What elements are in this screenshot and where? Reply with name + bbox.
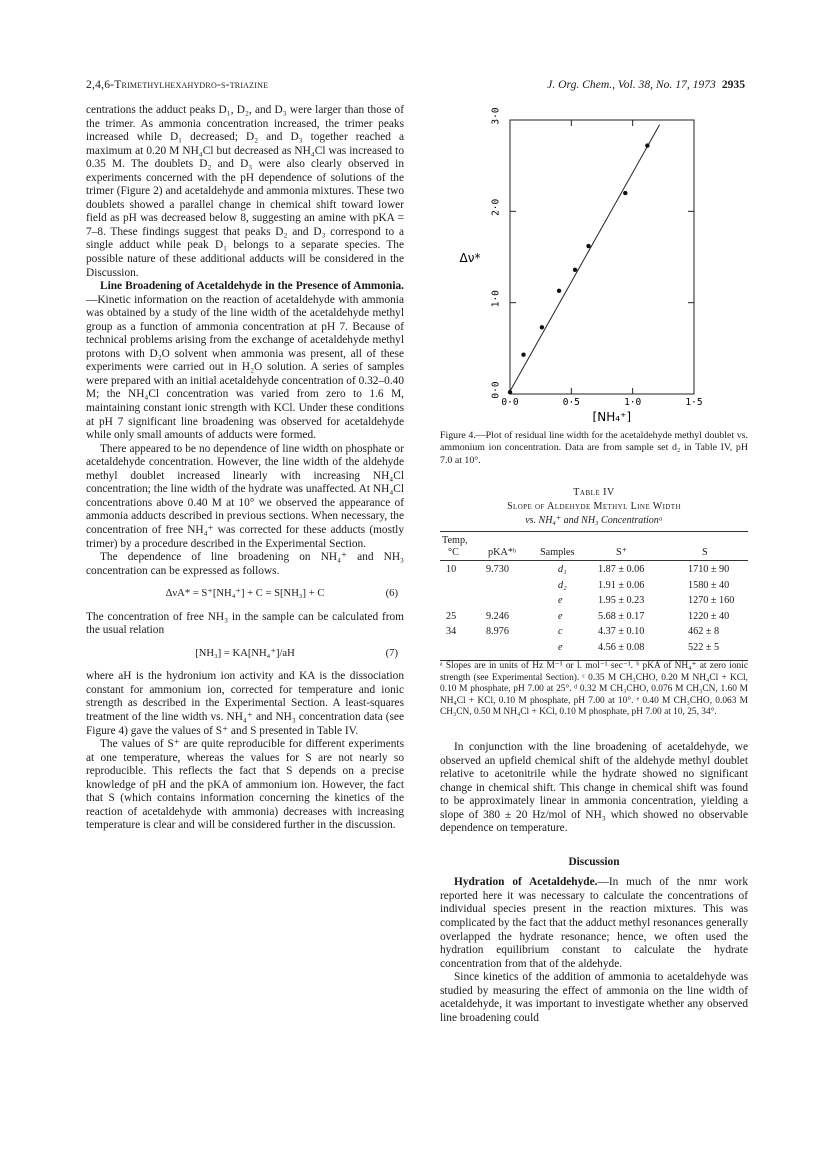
data-point [623,191,627,195]
equation-7: [NH₃] = KA[NH₄⁺]/aH (7) [195,647,398,659]
data-point [573,268,577,272]
running-header-title: 2,4,6-Trimethylhexahydro-s-triazine [86,78,269,91]
table-cell-s: 1270 ± 160 [688,595,735,607]
figure-caption: Figure 4.—Plot of residual line width for the acetaldehyde methyl doublet vs. ammonium ion concentration. Data are from sample set d₂ in Table IV, pH 7.0 at 10°. [440,430,748,466]
x-tick-label: 0·5 [562,397,580,408]
paragraph: Since kinetics of the addition of ammonia to acetaldehyde was studied by measuring the effect of ammonia on the line width of acetaldehyde, it was important to investigate whether any observed line broadening could [440,971,748,1024]
data-point [645,143,649,147]
y-tick-label: 2·0 [490,198,502,216]
table-iv [440,531,748,662]
table-cell-splus: 1.91 ± 0.06 [598,579,645,591]
left-column [86,104,404,833]
right-column [440,741,748,1025]
plot-frame [510,120,694,394]
table-header-temp: Temp, [442,535,468,546]
table-cell-splus: 4.37 ± 0.10 [598,626,645,638]
data-point [521,353,525,357]
paragraph: There appeared to be no dependence of line width on phosphate or acetaldehyde concentration. However, the line width of the aldehyde methyl doublet increased linearly with increasing NH₄Cl concentration; the line width of the hydrate was unaffected. At NH₄Cl concentrations above 0.40 M at 10° we observed the appearance of ammonia adducts described in previous sections. When necessary, the concentration of free NH₄⁺ was corrected for these adducts (mostly trimer) by a procedure described in the Experimental Section. [86,442,404,550]
table-cell-temp: 10 [446,564,457,575]
table-cell-s: 1580 ± 40 [688,579,730,591]
equation-number: (6) [385,588,398,600]
table-subtitle: vs. NH₄⁺ and NH₃ Concentrationᵃ [525,515,663,526]
table-header-samples: Samples [540,547,575,558]
table-cell-sample: d₁ [558,564,567,575]
data-point [540,325,544,329]
running-header-journal [547,78,745,91]
table-header-temp-unit: °C [448,547,459,558]
x-tick-label: 1·0 [624,397,642,408]
x-tick-label: 0·0 [501,397,519,408]
x-tick-label: 1·5 [685,397,703,408]
y-axis-label: Δν* [459,251,481,265]
table-cell-splus: 4.56 ± 0.08 [598,642,645,653]
scatter-plot [440,104,746,422]
table-cell-s: 462 ± 8 [688,626,720,638]
table-cell-pka: 9.246 [486,610,509,622]
figure-4 [440,104,746,422]
table-cell-sample: e [558,642,563,653]
table-header-pka: pKA*ᵇ [488,547,517,558]
data-point [508,390,512,394]
data-point [557,289,561,293]
table-title: Table IV [573,487,615,498]
section-title: Discussion [568,855,620,868]
table-cell-sample: e [558,595,563,607]
table-footnotes: ᵃ Slopes are in units of Hz M⁻¹ or l. mol⁻¹ sec⁻¹. ᵇ pKA of NH₄⁺ at zero ionic strength (see Experimental Section). ᶜ 0.35 M CH₃CHO, 0.20 M NH₄Cl + KCl, 0.10 M phosphate, pH 7.00 at 25°. ᵈ 0.32 M CH₃CHO, 0.076 M CH₃CN, 1.60 M NH₄Cl + KCl, 0.10 M phosphate, pH 7.00 at 10°. ᵉ 0.40 M CH₃CHO, 0.063 M CH₃CN, 0.50 M NH₄Cl + KCl, 0.10 M phosphate, pH 7.00 at 10, 25, 34°. [440,661,748,718]
paragraph: The values of S⁺ are quite reproducible for different experiments at one temperature, whereas the values for S are not nearly so reproducible. This reflects the fact that S depends on a precise knowledge of pH and the pKA of ammonium ion. However, the fact that S (which contains information concerning the kinetics of the reaction of acetaldehyde with ammonia) decreases with increasing temperature is clear and will be considered further in the discussion. [86,738,404,832]
table-cell-splus: 5.68 ± 0.17 [598,610,645,622]
fit-line [510,125,660,392]
data-point [586,244,590,248]
y-tick-label: 1·0 [490,290,502,308]
paragraph: The concentration of free NH₃ in the sample can be calculated from the usual relation [86,610,404,637]
table-header-splus: S⁺ [616,547,628,558]
paragraph: The dependence of line broadening on NH₄⁺ and NH₃ concentration can be expressed as follows. [86,551,404,577]
table-cell-pka: 8.976 [486,626,509,638]
table-cell-temp: 34 [446,626,457,638]
paragraph: In conjunction with the line broadening of acetaldehyde, we observed an upfield chemical shift of the aldehyde methyl doublet relative to acetonitrile while the hydrate showed no significant change in chemical shift. This change in chemical shift was found to be approximately linear in ammonia concentration, yielding a slope of 380 ± 20 Hz/mol of NH₃ which showed no observable dependence on temperature. [440,741,748,835]
equation-6: ΔνA* = S⁺[NH₄⁺] + C = S[NH₃] + C (6) [165,588,398,600]
table-subtitle: Slope of Aldehyde Methyl Line Width [507,501,681,512]
journal-citation: J. Org. Chem., Vol. 38, No. 17, 1973 [547,78,716,91]
equation-number: (7) [385,647,398,659]
table-cell-splus: 1.87 ± 0.06 [598,564,645,575]
y-tick-label: 3·0 [490,107,502,125]
page-number: 2935 [721,78,745,91]
table-cell-sample: e [558,610,563,622]
table-cell-s: 522 ± 5 [688,642,720,653]
table-cell-sample: c [558,626,563,638]
table-cell-s: 1220 ± 40 [688,610,730,622]
paragraph: where aH is the hydronium ion activity and KA is the dissociation constant for ammonium ion, corrected for temperature and ionic strength as described in the Experimental Section. A least-squares treatment of the line width vs. NH₄⁺ and NH₃ concentration data (see Figure 4) gave the values of S⁺ and S presented in Table IV. [86,670,404,737]
paragraph: Line Broadening of Acetaldehyde in the Presence of Ammonia.—Kinetic information on the reaction of acetaldehyde with ammonia was obtained by a study of the line width of the acetaldehyde methyl group as a function of ammonia concentration at pH 7. Because of technical problems arising from the exchange of acetaldehyde methyl protons with D₂O solvent when ammonia was present, all of these experiments were carried out in H₂O solution. A series of samples were prepared with an initial acetaldehyde concentration of 0.32–0.40 M; the NH₄Cl concentration was varied from zero to 1.6 M, maintaining constant ionic strength with KCl. Under these conditions at pH 7 significant line broadening was observed for acetaldehyde while only small amounts of adducts were formed. [86,280,404,442]
table-cell-sample: d₂ [558,579,567,591]
section-heading: Hydration of Acetaldehyde. [454,876,598,889]
y-tick-label: 0·0 [490,381,502,399]
section-heading: Line Broadening of Acetaldehyde in the Presence of Ammonia. [100,280,404,293]
table-cell-splus: 1.95 ± 0.23 [598,595,645,607]
paragraph: centrations the adduct peaks D₁, D₂, and D₃ were larger than those of the trimer. As ammonia concentration increased, the trimer peaks increased while D₁ decreased; D₂ and D₃ together reached a maximum at 0.20 M NH₄Cl but decreased as NH₄Cl was increased to 0.35 M. The doublets D₂ and D₃ were also clearly observed in experiments concerned with the pH dependence of solutions of the trimer (Figure 2) and acetaldehyde and ammonia mixtures. These two doublets showed a parallel change in chemical shift toward lower field as pH was decreased below 8, suggesting an amine with pKA = 7–8. These findings suggest that peaks D₂ and D₃ correspond to a single adduct while peak D₁ belongs to a separate species. The possible nature of these additional adducts will be considered in the Discussion. [86,104,404,279]
table-cell-s: 1710 ± 90 [688,564,730,575]
table-cell-temp: 25 [446,610,457,622]
table-cell-pka: 9.730 [486,564,509,575]
x-axis-label: [NH₄⁺] [592,410,632,422]
table-rule [440,560,748,561]
paragraph: Hydration of Acetaldehyde.—In much of the nmr work reported here it was necessary to calculate the concentrations of individual species present in the reaction mixtures. This was complicated by the fact that the adduct methyl resonances generally overlapped the hydrate resonance; hence, we often used the hydration equilibrium constant to calculate the hydrate concentration from that of the aldehyde. [440,876,748,970]
table-header-s: S [702,547,708,558]
